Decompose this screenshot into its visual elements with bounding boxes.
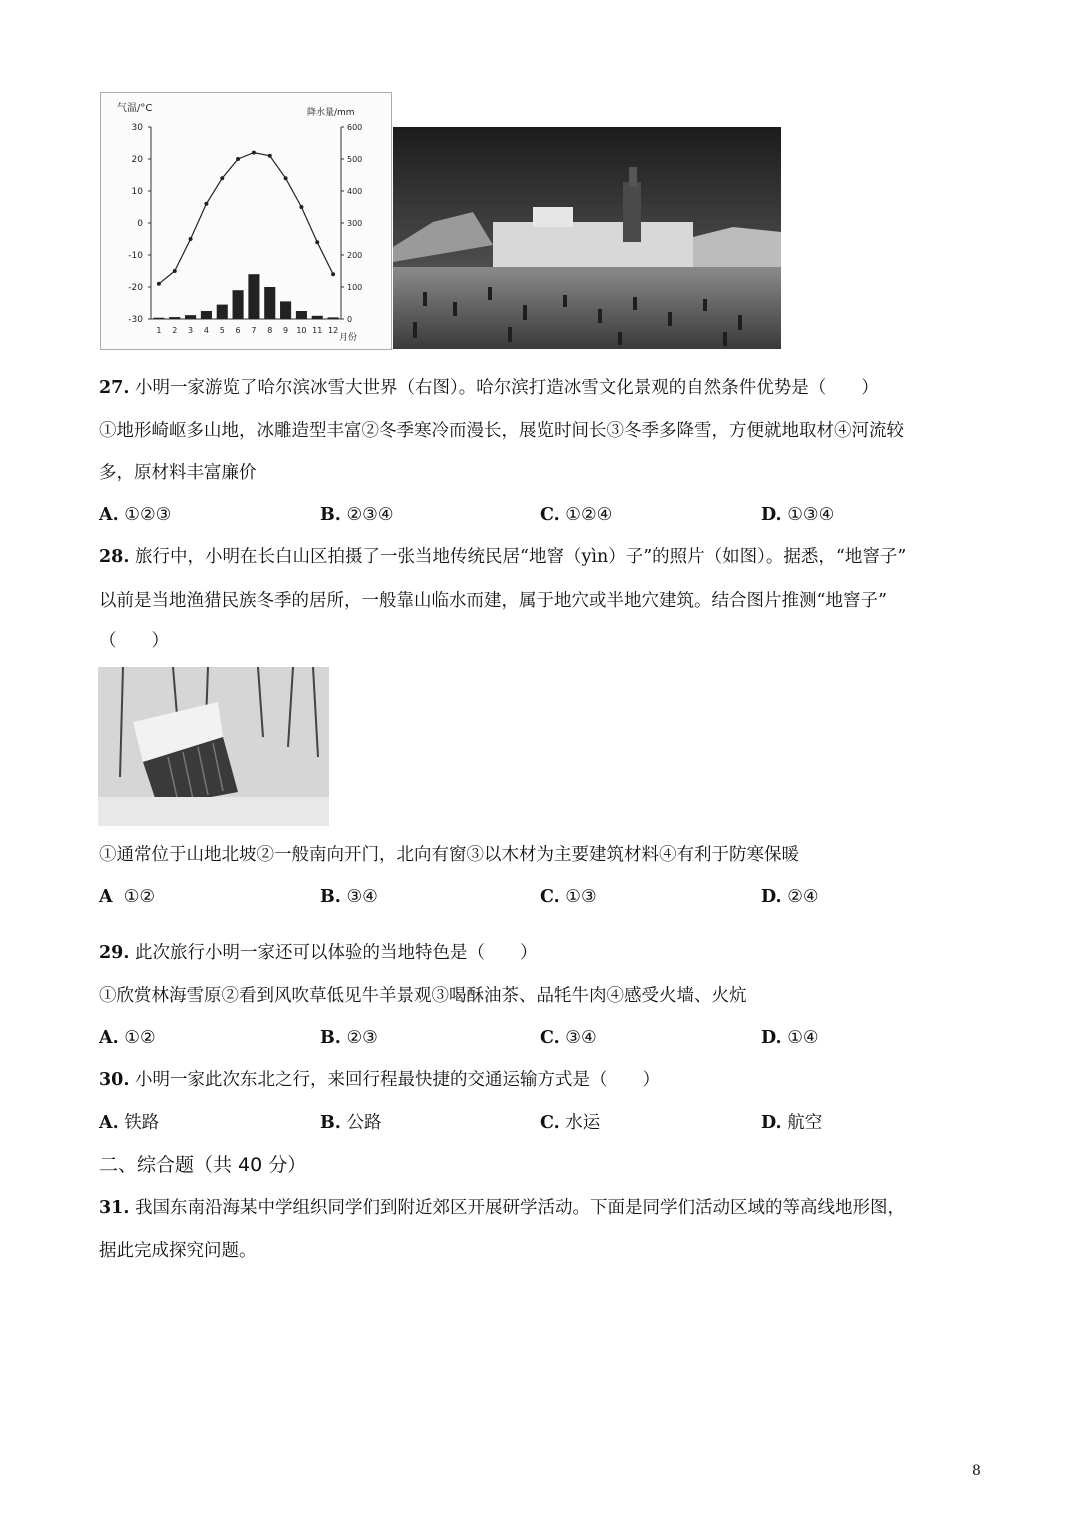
q28-stem-line1 xyxy=(99,545,906,569)
q31-stem-line1 xyxy=(99,1196,905,1220)
q31-stem-text: 我国东南沿海某中学组织同学们到附近郊区开展研学活动。下面是同学们活动区域的等高线地形图， xyxy=(135,1198,906,1218)
section-heading: 二、综合题（共 40 分） xyxy=(99,1154,307,1176)
q28-option-b[interactable]: B. ③④ xyxy=(320,887,378,907)
temp-point xyxy=(204,202,208,206)
q28-stem-line3: （ ） xyxy=(99,631,169,651)
temp-point xyxy=(189,237,193,241)
month-tick-label: 5 xyxy=(219,326,225,335)
q28-option-a[interactable]: A ①② xyxy=(99,887,156,907)
climate-chart xyxy=(100,92,392,350)
q29-stem xyxy=(99,941,538,965)
precip-bar xyxy=(248,274,259,319)
q29-stem-text: 此次旅行小明一家还可以体验的当地特色是（ ） xyxy=(135,943,538,963)
temp-point xyxy=(331,272,335,276)
month-tick-label: 1 xyxy=(156,326,162,335)
temp-tick-label: -30 xyxy=(128,315,143,325)
month-tick-label: 2 xyxy=(172,326,178,335)
q28-option-c[interactable]: C. ①③ xyxy=(540,887,597,907)
precip-ticks xyxy=(341,123,362,324)
q27-statements-line2: 多，原材料丰富廉价 xyxy=(99,463,257,483)
precip-bar xyxy=(201,311,212,319)
precip-bar xyxy=(185,315,196,319)
precip-tick-label: 500 xyxy=(347,155,363,164)
temp-point xyxy=(252,151,256,155)
temp-line xyxy=(157,151,335,286)
month-tick-label: 4 xyxy=(203,326,209,335)
precip-tick-label: 200 xyxy=(347,251,363,260)
temp-tick-label: -10 xyxy=(128,251,143,261)
temp-point xyxy=(236,157,240,161)
precip-bar xyxy=(328,317,339,319)
dugout-house-photo xyxy=(98,667,329,826)
precip-bar xyxy=(233,290,244,319)
q27-stem-text: 小明一家游览了哈尔滨冰雪大世界（右图）。哈尔滨打造冰雪文化景观的自然条件优势是（ ） xyxy=(135,378,879,398)
month-tick-label: 3 xyxy=(188,326,194,335)
precip-bars xyxy=(153,274,338,319)
q27-option-a[interactable]: A. ①②③ xyxy=(99,505,172,525)
precip-tick-label: 600 xyxy=(347,123,363,132)
climate-chart-svg xyxy=(101,93,391,349)
q30-stem-text: 小明一家此次东北之行，来回行程最快捷的交通运输方式是（ ） xyxy=(135,1070,661,1090)
month-tick-label: 8 xyxy=(267,326,273,335)
q27-option-b[interactable]: B. ②③④ xyxy=(320,505,394,525)
q27-statements-line1: ①地形崎岖多山地，冰雕造型丰富②冬季寒冷而漫长，展览时间长③冬季多降雪，方便就地取材④河流较 xyxy=(99,421,904,441)
temp-polyline xyxy=(159,153,333,284)
precip-tick-label: 0 xyxy=(347,315,353,324)
temp-tick-label: 10 xyxy=(131,187,143,197)
page-number: 8 xyxy=(972,1463,981,1479)
month-tick-label: 9 xyxy=(283,326,289,335)
q29-option-a[interactable]: A. ①② xyxy=(99,1028,156,1048)
month-tick-label: 7 xyxy=(251,326,257,335)
precip-tick-label: 300 xyxy=(347,219,363,228)
temp-axis-label: 气温/°C xyxy=(117,103,153,114)
month-tick-label: 12 xyxy=(327,326,339,335)
q29-option-d[interactable]: D. ①④ xyxy=(761,1028,819,1048)
q27-option-d[interactable]: D. ①③④ xyxy=(761,505,835,525)
q27-number: 27. xyxy=(99,378,130,398)
precip-bar xyxy=(264,287,275,319)
temp-point xyxy=(315,240,319,244)
q27-stem xyxy=(99,376,879,400)
q29-option-c[interactable]: C. ③④ xyxy=(540,1028,597,1048)
temp-point xyxy=(157,282,161,286)
precip-bar xyxy=(169,317,180,319)
precip-bar xyxy=(312,316,323,319)
temp-ticks xyxy=(128,123,151,325)
q30-stem xyxy=(99,1068,660,1092)
q28-stem-line2: 以前是当地渔猎民族冬季的居所，一般靠山临水而建，属于地穴或半地穴建筑。结合图片推测“地窨子” xyxy=(99,591,887,611)
q30-option-c[interactable]: C. 水运 xyxy=(540,1113,601,1133)
temp-point xyxy=(284,176,288,180)
q29-number: 29. xyxy=(99,943,130,963)
temp-tick-label: 30 xyxy=(131,123,143,133)
q27-option-c[interactable]: C. ①②④ xyxy=(540,505,613,525)
precip-tick-label: 100 xyxy=(347,283,363,292)
x-axis-label: 月份 xyxy=(339,333,358,343)
q31-number: 31. xyxy=(99,1198,130,1218)
precip-bar xyxy=(280,301,291,319)
temp-point xyxy=(220,176,224,180)
month-tick-label: 10 xyxy=(296,326,307,335)
q28-option-d[interactable]: D. ②④ xyxy=(761,887,819,907)
q30-number: 30. xyxy=(99,1070,130,1090)
temp-point xyxy=(173,269,177,273)
q28-number: 28. xyxy=(99,547,130,567)
q28-stem-text: 旅行中，小明在长白山区拍摄了一张当地传统民居“地窨（yìn）子”的照片（如图）。据悉，“地窨子” xyxy=(135,547,907,567)
q29-option-b[interactable]: B. ②③ xyxy=(320,1028,378,1048)
month-ticks xyxy=(156,326,338,335)
temp-point xyxy=(299,205,303,209)
month-tick-label: 11 xyxy=(312,326,323,335)
temp-tick-label: 0 xyxy=(137,219,143,229)
temp-tick-label: 20 xyxy=(131,155,143,165)
precip-tick-label: 400 xyxy=(347,187,363,196)
q31-stem-line2: 据此完成探究问题。 xyxy=(99,1241,257,1261)
q30-option-b[interactable]: B. 公路 xyxy=(320,1113,382,1133)
q30-option-a[interactable]: A. 铁路 xyxy=(99,1113,160,1133)
precip-bar xyxy=(153,318,164,319)
q28-statements: ①通常位于山地北坡②一般南向开门，北向有窗③以木材为主要建筑材料④有利于防寒保暖 xyxy=(99,845,799,865)
ice-world-photo xyxy=(393,127,781,349)
precip-bar xyxy=(217,305,228,319)
q29-statements: ①欣赏林海雪原②看到风吹草低见牛羊景观③喝酥油茶、品牦牛肉④感受火墙、火炕 xyxy=(99,986,747,1006)
q30-option-d[interactable]: D. 航空 xyxy=(761,1113,823,1133)
precip-bar xyxy=(296,311,307,319)
temp-tick-label: -20 xyxy=(128,283,143,293)
temp-point xyxy=(268,154,272,158)
precip-axis-label: 降水量/mm xyxy=(307,108,355,118)
month-tick-label: 6 xyxy=(235,326,241,335)
